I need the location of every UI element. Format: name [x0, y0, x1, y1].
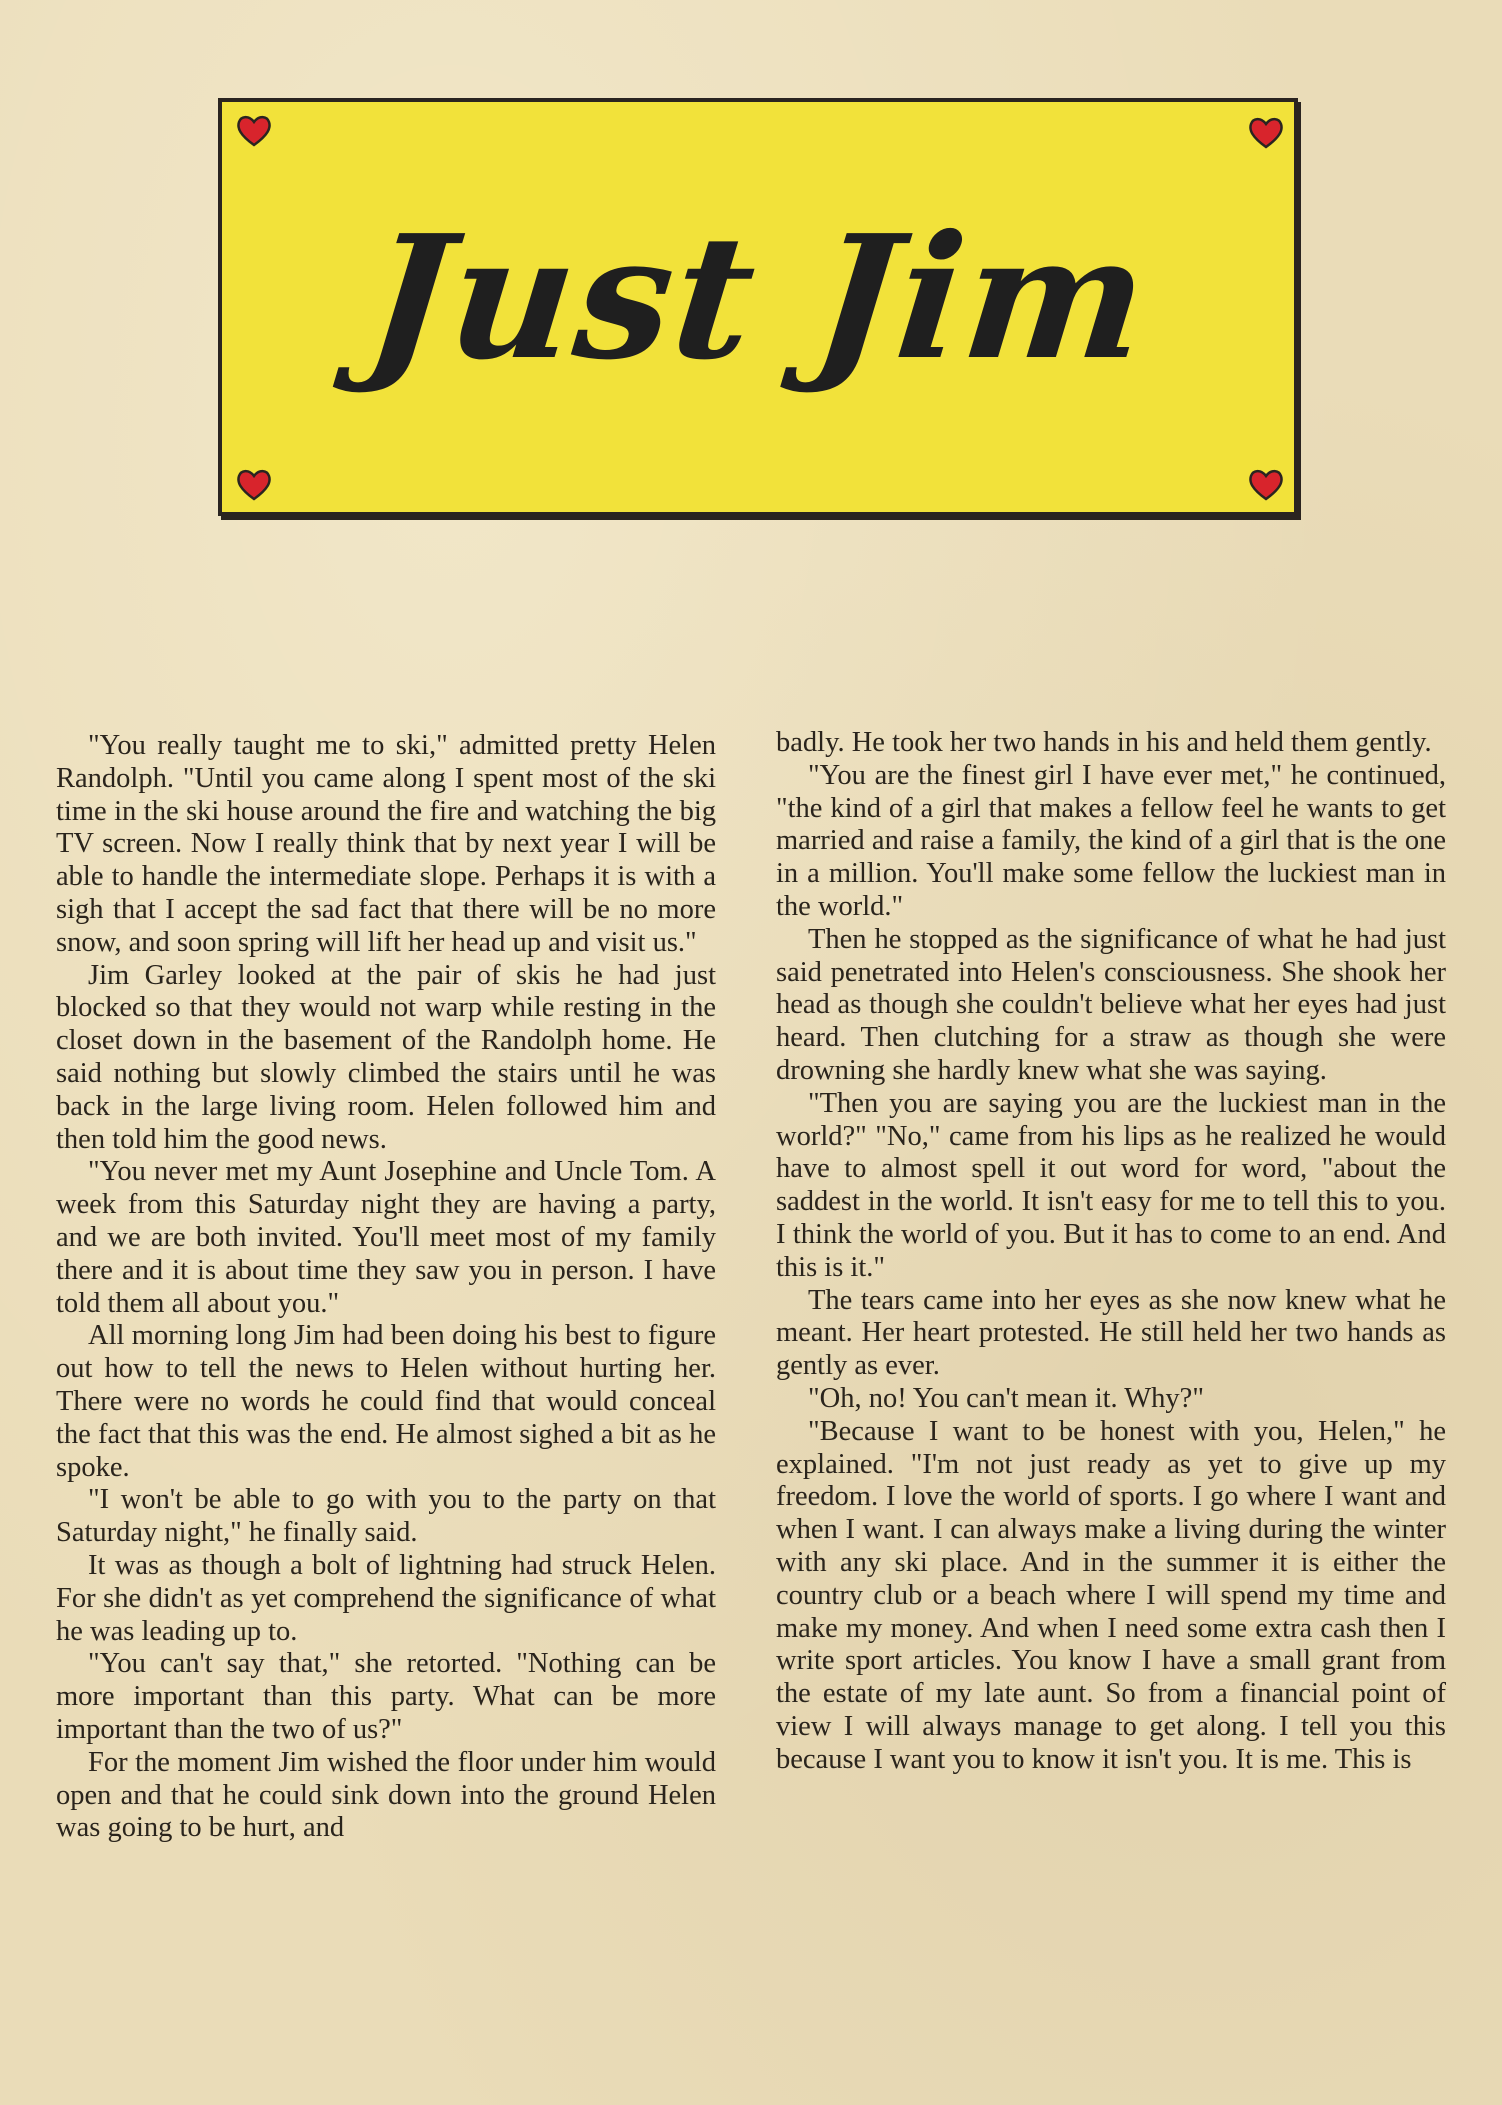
paragraph: It was as though a bolt of lightning had struck Helen. For she didn't as yet comprehend the significance of what he was leading up to.	[56, 1549, 716, 1647]
right-column	[776, 727, 1446, 1777]
paragraph: Jim Garley looked at the pair of skis he had just blocked so that they would not warp while resting in the closet down in the basement of the Randolph home. He said nothing but slowly climbed the stairs until he was back in the large living room. Helen followed him and then told him the good news.	[56, 959, 716, 1155]
paragraph: "Then you are saying you are the luckiest man in the world?" "No," came from his lips as he realized he would have to almost spell it out word for word, "about the saddest in the world. It isn't easy for me to tell this to you. I think the world of you. But it has to come to an end. And this is it."	[776, 1087, 1446, 1283]
paragraph: "I won't be able to go with you to the party on that Saturday night," he finally said.	[56, 1484, 716, 1549]
paragraph: Then he stopped as the significance of what he had just said penetrated into Helen's consciousness. She shook her head as though she couldn't believe what her eyes had just heard. Then clutching for a straw as though she were drowning she hardly knew what she was saying.	[776, 923, 1446, 1086]
paragraph: "You can't say that," she retorted. "Nothing can be more important than this party. What can be more important than the two of us?"	[56, 1648, 716, 1745]
paragraph: The tears came into her eyes as she now knew what he meant. Her heart protested. He still held her two hands as gently as ever.	[776, 1284, 1446, 1382]
paragraph: "Because I want to be honest with you, Helen," he explained. "I'm not just ready as yet to give up my freedom. I love the world of sports. I go where I want and when I want. I can always make a living during the winter with any ski place. And in the summer it is either the country club or a beach where I will spend my time and make my money. And when I need some extra cash then I write sport articles. You know I have a small grant from the estate of my late aunt. So from a financial point of view I will always manage to get along. I tell you this because I want you to know it isn't you. It is me. This is	[776, 1415, 1446, 1775]
paragraph: For the moment Jim wished the floor under him would open and that he could sink down into the ground Helen was going to be hurt, and	[56, 1746, 716, 1844]
paragraph: "You really taught me to ski," admitted pretty Helen Randolph. "Until you came along I spent most of the ski time in the ski house around the fire and watching the big TV screen. Now I really think that by next year I will be able to handle the intermediate slope. Perhaps it is with a sigh that I accept the sad fact that there will be no more snow, and soon spring will lift her head up and visit us."	[56, 730, 716, 958]
story-title: Just Jim	[358, 198, 1158, 398]
paragraph-continued: badly. He took her two hands in his and held them gently.	[776, 727, 1432, 758]
paragraph: "You never met my Aunt Josephine and Uncle Tom. A week from this Saturday night they are having a party, and we are both invited. You'll meet most of my family there and it is about time they saw you in person. I have told them all about you."	[56, 1156, 716, 1319]
paragraph: "Oh, no! You can't mean it. Why?"	[808, 1382, 1204, 1414]
left-column	[56, 730, 716, 1845]
heart-icon	[1248, 468, 1284, 502]
heart-icon	[1248, 116, 1284, 150]
paragraph: All morning long Jim had been doing his best to figure out how to tell the news to Helen without hurting her. There were no words he could find that would conceal the fact that this was the end. He almost sighed a bit as he spoke.	[56, 1320, 716, 1483]
paragraph: "You are the finest girl I have ever met," he continued, "the kind of a girl that makes a fellow feel he wants to get married and raise a family, the kind of a girl that is the one in a million. You'll make some fellow the luckiest man in the world."	[776, 759, 1446, 922]
title-panel	[218, 98, 1298, 516]
heart-icon	[236, 468, 272, 502]
heart-icon	[236, 114, 272, 148]
